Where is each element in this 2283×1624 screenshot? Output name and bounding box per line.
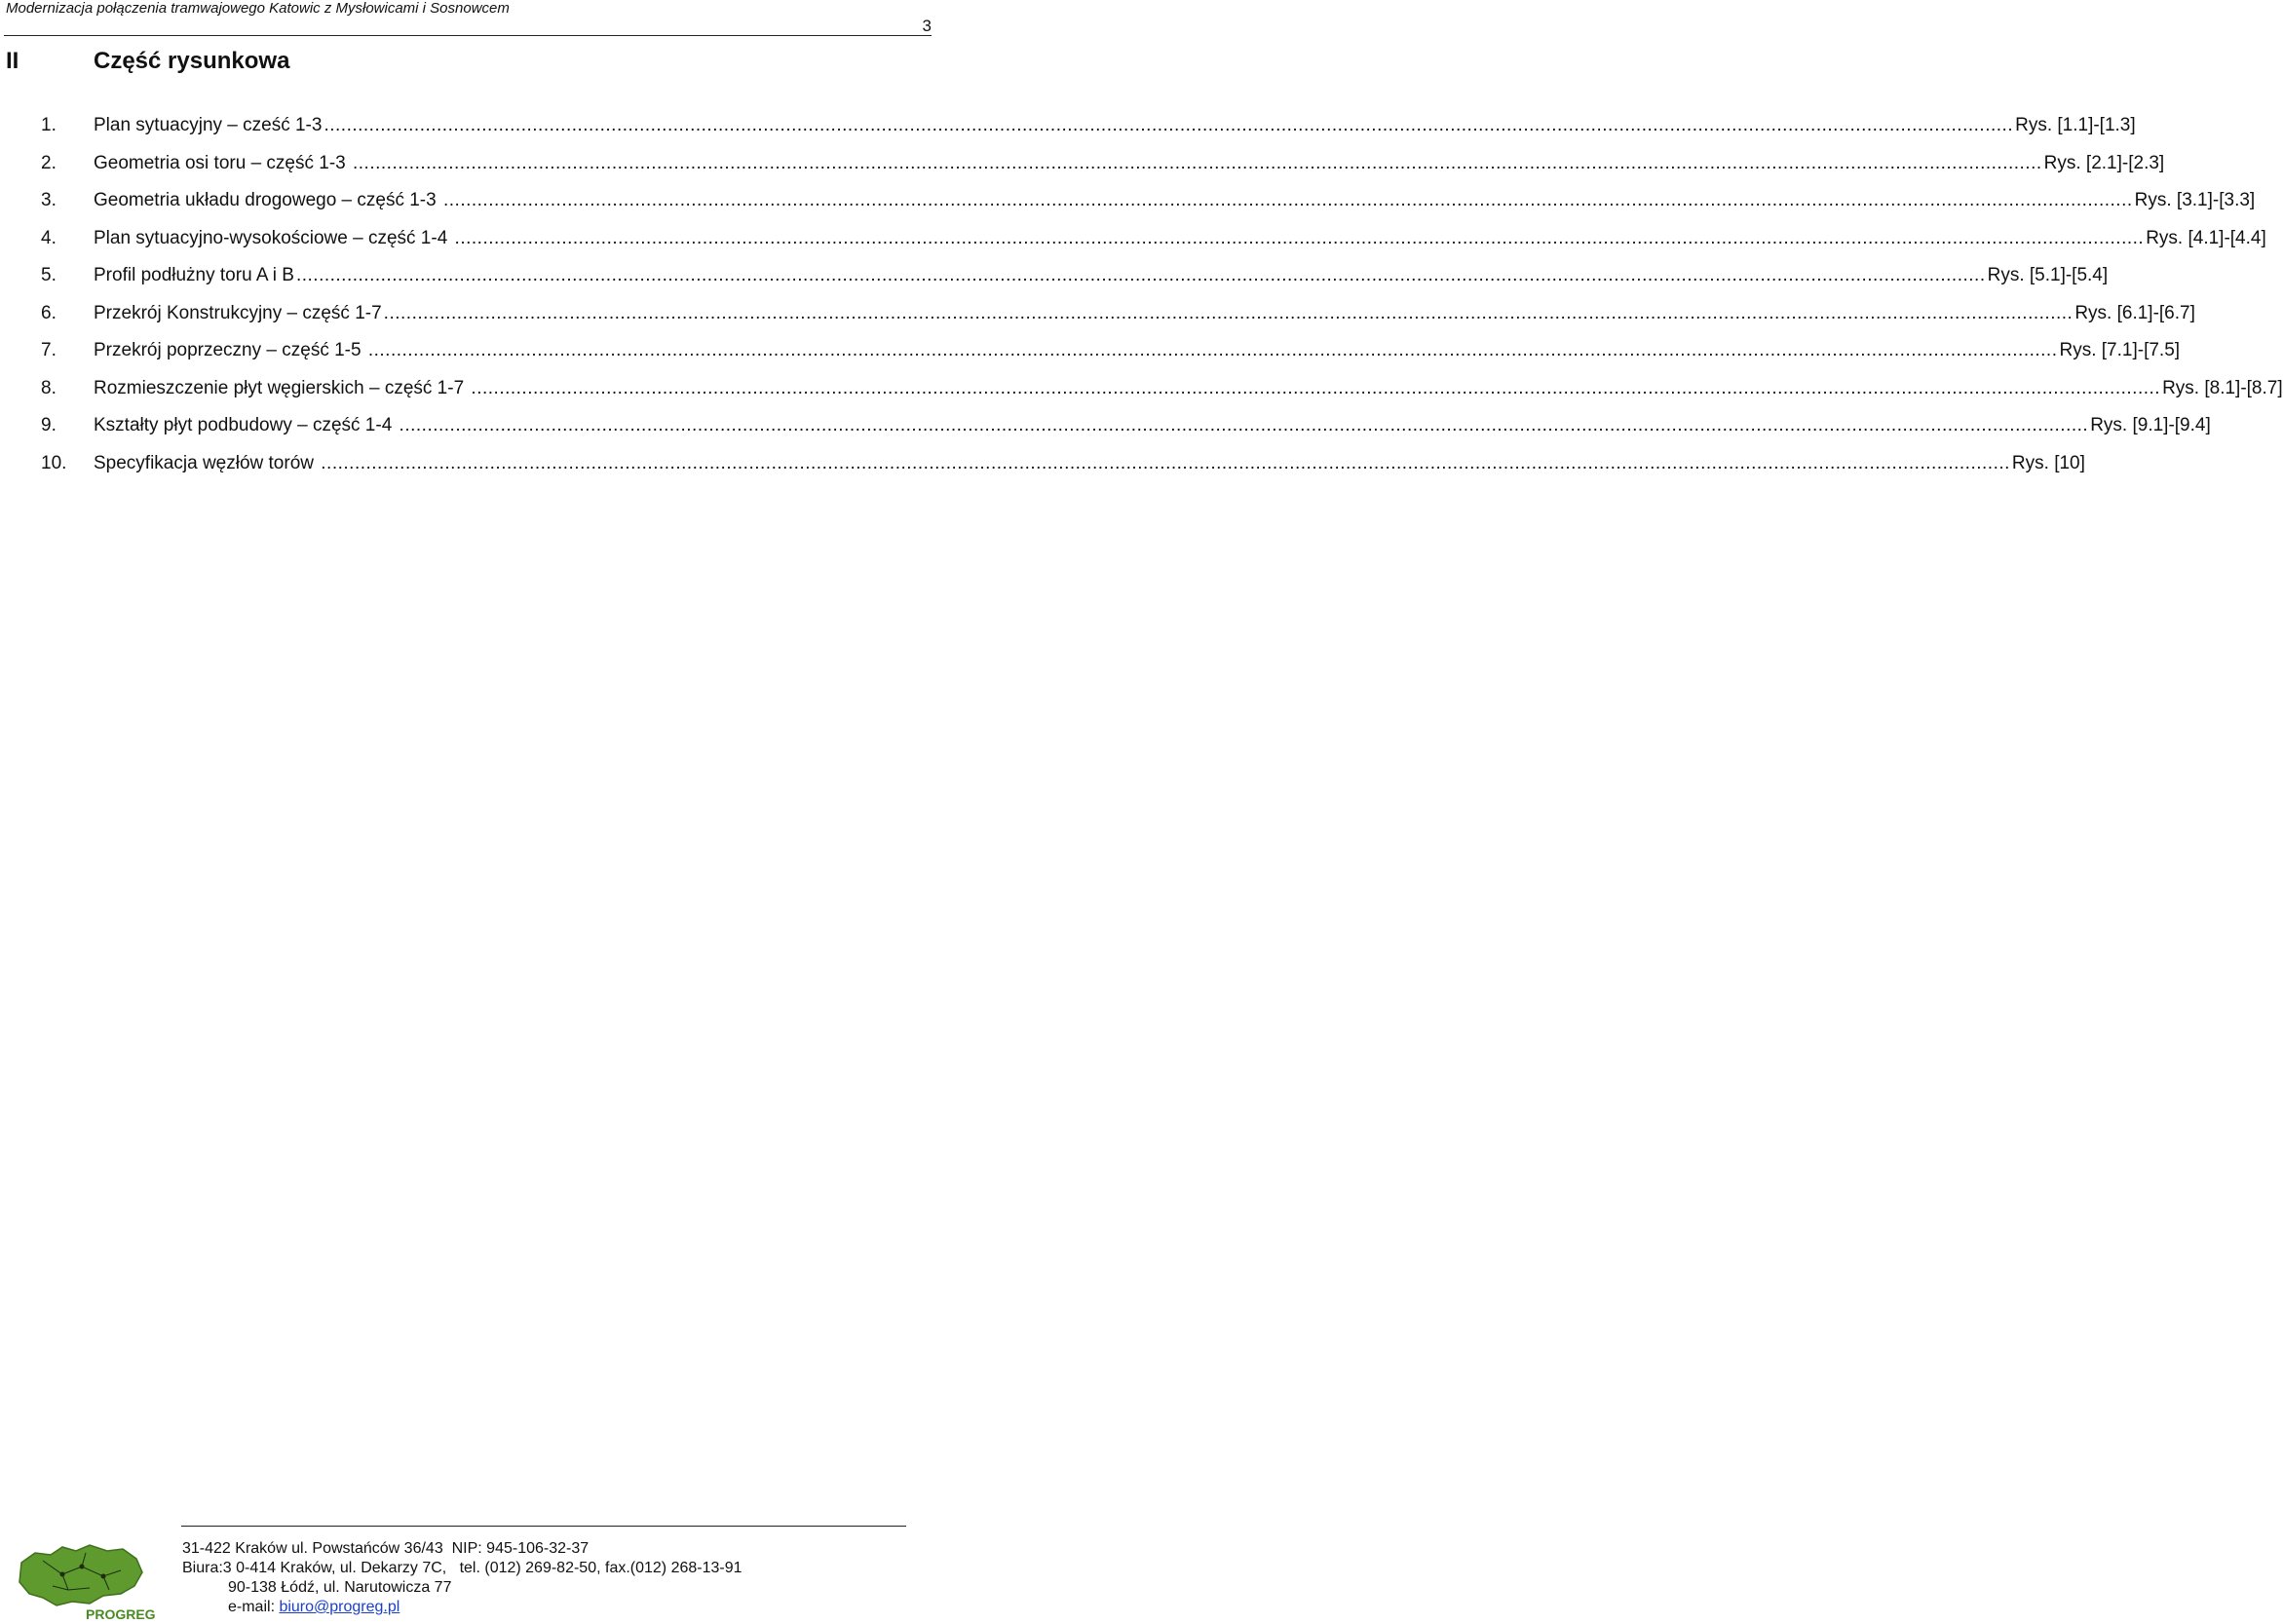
footer-email-label: e-mail:	[228, 1599, 280, 1615]
toc-reference: Rys. [2.1]-[2.3]	[2043, 152, 2165, 173]
toc-entry	[94, 340, 2181, 361]
section-number: II	[6, 48, 19, 74]
toc-row	[0, 263, 2109, 301]
toc-row	[0, 113, 2136, 151]
toc-row	[0, 338, 2181, 376]
toc-entry	[94, 265, 2109, 286]
toc-number: 6.	[41, 302, 57, 323]
toc-leader-dots: ............................................................................................................................................................................................................................................................................................................	[454, 227, 2145, 248]
toc-number: 8.	[41, 377, 57, 398]
footer-email-link[interactable]: biuro@progreg.pl	[279, 1599, 400, 1615]
toc-leader-dots: ............................................................................................................................................................................................................................................................................................................	[323, 115, 2014, 135]
progreg-logo-icon	[14, 1541, 160, 1624]
toc-reference: Rys. [10]	[2011, 452, 2085, 473]
page-number: 3	[922, 17, 932, 35]
section-title: Część rysunkowa	[94, 48, 290, 74]
toc-number: 4.	[41, 227, 57, 248]
toc-label: Plan sytuacyjno-wysokościowe – część 1-4	[94, 227, 453, 248]
toc-reference: Rys. [9.1]-[9.4]	[2090, 415, 2211, 435]
logo-text: PROGREG	[86, 1606, 156, 1622]
footer-email-line	[228, 1599, 400, 1616]
footer-address-line-2: Biura:3 0-414 Kraków, ul. Dekarzy 7C, tel. (012) 269-82-50, fax.(012) 268-13-91	[182, 1560, 742, 1576]
toc-entry	[94, 190, 2256, 211]
toc-entry	[94, 415, 2211, 436]
toc-reference: Rys. [8.1]-[8.7]	[2162, 377, 2283, 398]
toc-leader-dots: ............................................................................................................................................................................................................................................................................................................	[367, 340, 2058, 360]
toc-label: Specyfikacja węzłów torów	[94, 452, 320, 473]
toc-label: Geometria osi toru – część 1-3	[94, 152, 351, 173]
toc-number: 3.	[41, 190, 57, 210]
toc-number: 7.	[41, 340, 57, 360]
toc-row	[0, 188, 2256, 226]
footer-address-line-3: 90-138 Łódź, ul. Narutowicza 77	[228, 1579, 452, 1596]
toc-label: Geometria układu drogowego – część 1-3	[94, 190, 441, 210]
toc-row	[0, 451, 2085, 489]
toc-leader-dots: ............................................................................................................................................................................................................................................................................................................	[399, 415, 2089, 435]
toc-label: Profil podłużny toru A i B	[94, 265, 294, 285]
toc-row	[0, 301, 2195, 339]
table-of-contents	[0, 113, 2283, 488]
toc-row	[0, 226, 2266, 264]
footer-rule	[181, 1526, 906, 1527]
toc-label: Przekrój poprzeczny – część 1-5	[94, 340, 366, 360]
toc-entry	[94, 115, 2136, 136]
toc-entry	[94, 152, 2165, 174]
toc-reference: Rys. [4.1]-[4.4]	[2146, 227, 2266, 248]
toc-leader-dots: ............................................................................................................................................................................................................................................................................................................	[295, 265, 1986, 285]
toc-entry	[94, 302, 2195, 324]
toc-reference: Rys. [6.1]-[6.7]	[2074, 302, 2195, 323]
toc-row	[0, 376, 2283, 414]
toc-row	[0, 151, 2165, 189]
toc-entry	[94, 452, 2085, 474]
toc-leader-dots: ............................................................................................................................................................................................................................................................................................................	[383, 302, 2074, 323]
toc-reference: Rys. [1.1]-[1.3]	[2015, 115, 2136, 135]
toc-number: 9.	[41, 415, 57, 435]
toc-leader-dots: ............................................................................................................................................................................................................................................................................................................	[442, 190, 2133, 210]
toc-number: 5.	[41, 265, 57, 285]
toc-leader-dots: ............................................................................................................................................................................................................................................................................................................	[471, 377, 2161, 398]
toc-entry	[94, 377, 2283, 399]
toc-label: Plan sytuacyjny – cześć 1-3	[94, 115, 323, 135]
toc-label: Przekrój Konstrukcyjny – część 1-7	[94, 302, 382, 323]
toc-label: Rozmieszczenie płyt węgierskich – część 1-7	[94, 377, 470, 398]
toc-reference: Rys. [7.1]-[7.5]	[2059, 340, 2181, 360]
toc-leader-dots: ............................................................................................................................................................................................................................................................................................................	[321, 452, 2010, 473]
toc-number: 2.	[41, 152, 57, 173]
toc-number: 1.	[41, 115, 57, 135]
footer-address-line-1: 31-422 Kraków ul. Powstańców 36/43 NIP: 945-106-32-37	[182, 1540, 590, 1557]
header-rule	[4, 35, 932, 36]
toc-leader-dots: ............................................................................................................................................................................................................................................................................................................	[353, 152, 2042, 173]
toc-label: Kształty płyt podbudowy – część 1-4	[94, 415, 398, 435]
toc-entry	[94, 227, 2266, 249]
toc-row	[0, 413, 2211, 451]
toc-reference: Rys. [5.1]-[5.4]	[1987, 265, 2109, 285]
page-header-title: Modernizacja połączenia tramwajowego Katowic z Mysłowicami i Sosnowcem	[6, 0, 510, 17]
toc-reference: Rys. [3.1]-[3.3]	[2134, 190, 2256, 210]
toc-number: 10.	[41, 452, 67, 473]
